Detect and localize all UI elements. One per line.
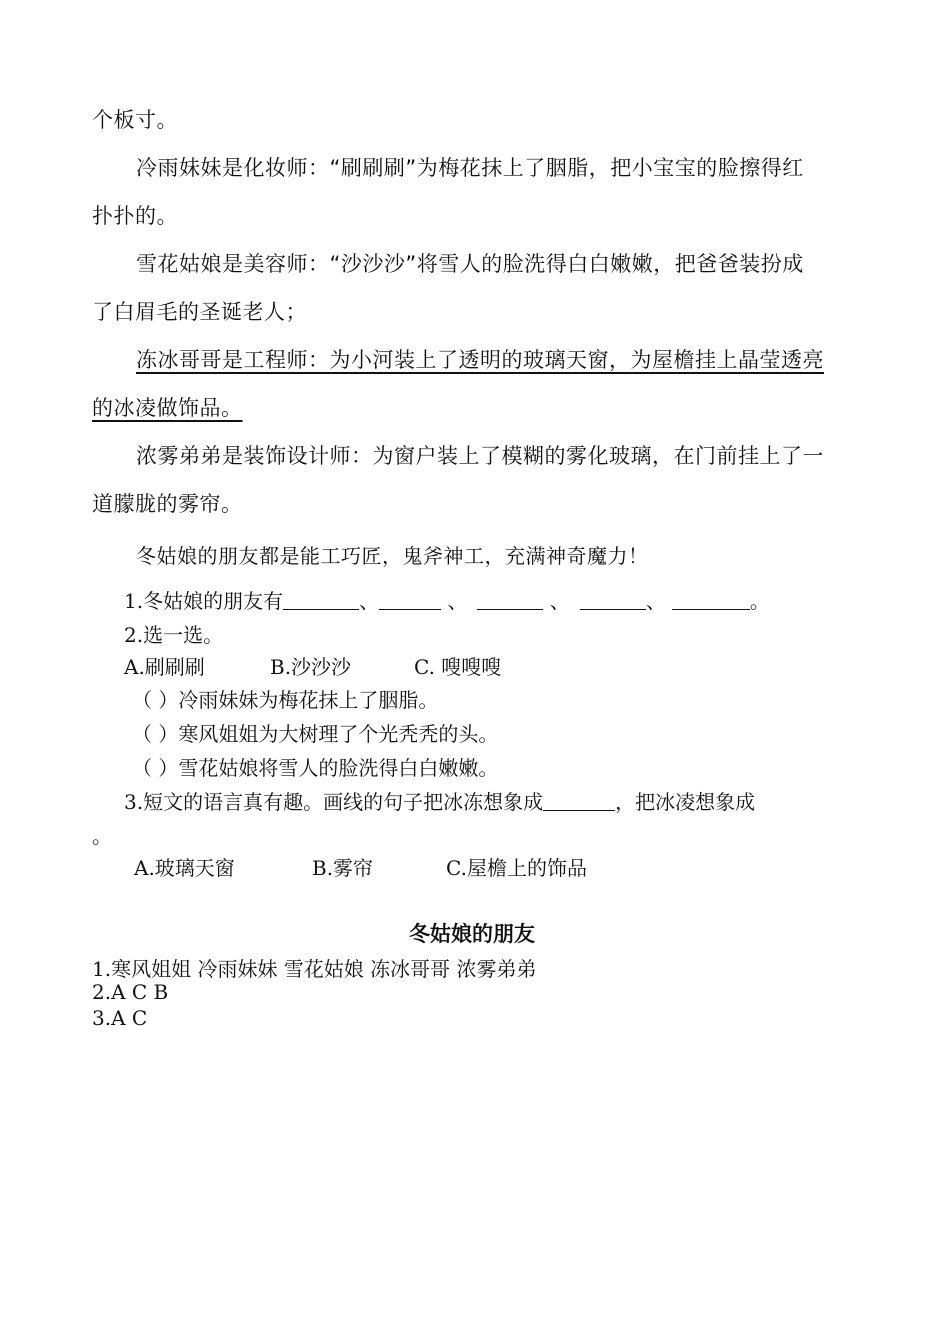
- question-3-text-2: ，把冰凌想象成: [615, 790, 756, 814]
- separator: 、: [441, 589, 468, 613]
- choice-row-3: [132, 752, 498, 781]
- answer-blank-3[interactable]: [477, 589, 543, 610]
- option-b: B.沙沙沙: [270, 655, 352, 679]
- passage-line-2: 冷雨妹妹是化妆师：“刷刷刷”为梅花抹上了胭脂，把小宝宝的脸擦得红: [136, 156, 804, 180]
- choice-b: B.雾帘: [312, 856, 374, 880]
- question-3: [124, 786, 755, 815]
- end-mark: 。: [749, 589, 770, 613]
- answer-3: 3.A C: [92, 1006, 148, 1030]
- separator: 、: [359, 589, 380, 613]
- answer-blank-1[interactable]: [283, 589, 359, 610]
- passage-line-5: 了白眉毛的圣诞老人；: [92, 300, 307, 324]
- answer-blank-6[interactable]: [543, 790, 615, 811]
- choice-row-2: [132, 718, 498, 747]
- passage-line-9: 道朦胧的雾帘。: [92, 492, 243, 516]
- question-3-end-mark: 。: [92, 824, 112, 848]
- passage-line-3: 扑扑的。: [92, 204, 178, 228]
- passage-line-4: 雪花姑娘是美容师：“沙沙沙”将雪人的脸洗得白白嫩嫩，把爸爸装扮成: [136, 252, 804, 276]
- choice-sentence-2: 寒风姐姐为大树理了个光秃秃的头。: [178, 722, 499, 746]
- separator: 、: [645, 589, 666, 613]
- answer-blank-2[interactable]: [379, 589, 441, 610]
- choice-a: A.玻璃天窗: [134, 856, 235, 880]
- underlined-sentence-line-2: 的冰凌做饰品。: [92, 396, 243, 420]
- choice-sentence-3: 雪花姑娘将雪人的脸洗得白白嫩嫩。: [178, 756, 499, 780]
- separator: 、: [543, 589, 570, 613]
- question-2: 2.选一选。: [124, 623, 224, 647]
- answer-blank-5[interactable]: [672, 589, 750, 610]
- answer-1: 1.寒风姐姐 冷雨妹妹 雪花姑娘 冻冰哥哥 浓雾弟弟: [92, 957, 537, 981]
- choice-c: C.屋檐上的饰品: [446, 856, 587, 880]
- question-1-label: 1.冬姑娘的朋友有: [124, 589, 284, 613]
- option-c: C. 嗖嗖嗖: [414, 655, 502, 679]
- question-3-text: 3.短文的语言真有趣。画线的句子把冰冻想象成: [124, 790, 544, 814]
- answer-parentheses[interactable]: （ ）: [132, 756, 179, 780]
- passage-line-1: 个板寸。: [92, 108, 178, 132]
- answer-blank-4[interactable]: [580, 589, 646, 610]
- passage-conclusion: 冬姑娘的朋友都是能工巧匠，鬼斧神工，充满神奇魔力！: [136, 544, 649, 568]
- answer-key-title: 冬姑娘的朋友: [409, 922, 535, 946]
- underlined-sentence-line-1: 冻冰哥哥是工程师：为小河装上了透明的玻璃天窗，为屋檐挂上晶莹透亮: [136, 348, 824, 372]
- answer-parentheses[interactable]: （ ）: [132, 722, 179, 746]
- option-a: A.刷刷刷: [124, 655, 205, 679]
- question-1: [124, 585, 770, 614]
- passage-line-8: 浓雾弟弟是装饰设计师：为窗户装上了模糊的雾化玻璃，在门前挂上了一: [136, 444, 824, 468]
- choice-sentence-1: 冷雨妹妹为梅花抹上了胭脂。: [178, 688, 439, 712]
- answer-parentheses[interactable]: （ ）: [132, 688, 179, 712]
- answer-2: 2.A C B: [92, 980, 169, 1004]
- choice-row-1: [132, 684, 438, 713]
